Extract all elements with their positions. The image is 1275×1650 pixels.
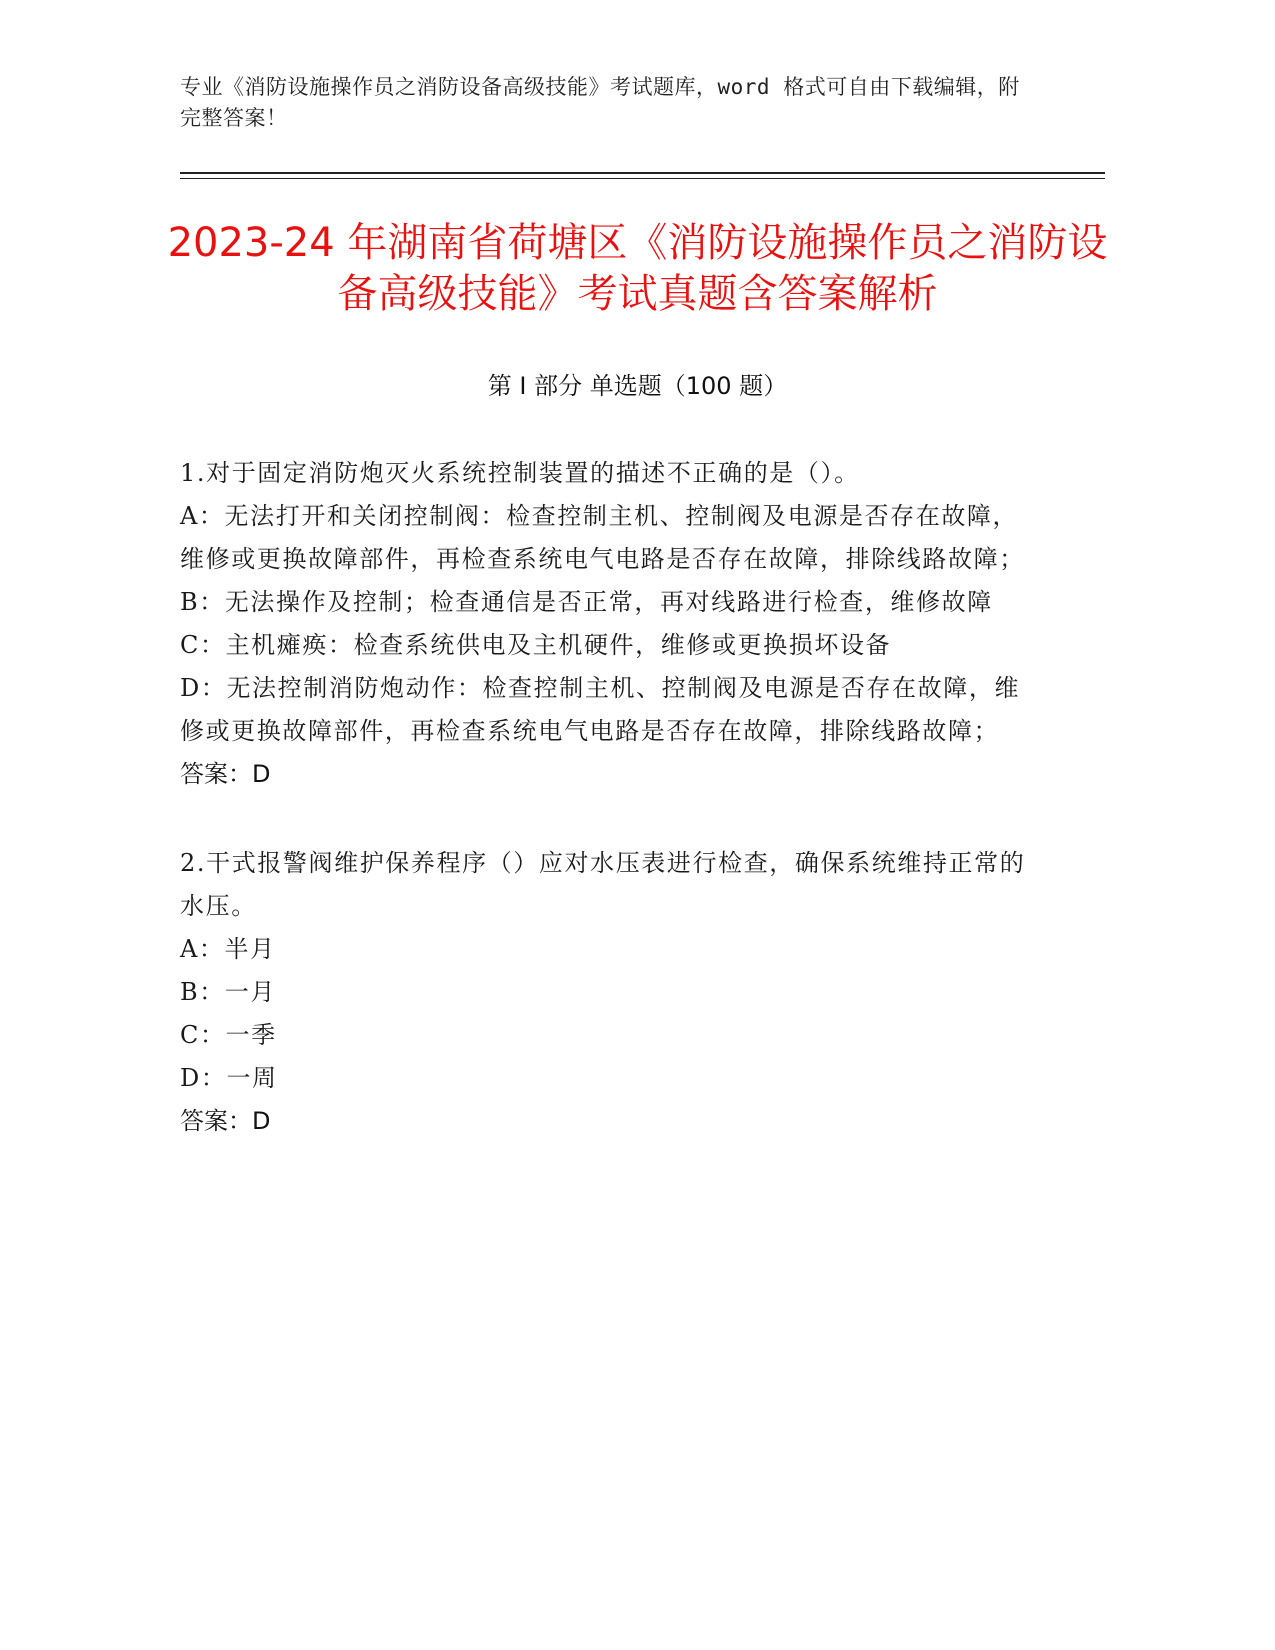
answer: 答案：D: [180, 1107, 271, 1135]
header-note: 专业《消防设施操作员之消防设备高级技能》考试题库，word 格式可自由下载编辑，附完整答案！: [180, 75, 1020, 130]
option-b: B：一月: [180, 978, 277, 1006]
header-divider-thick: [180, 172, 1105, 174]
option-a: A：无法打开和关闭控制阀：检查控制主机、控制阀及电源是否存在故障，维修或更换故障部件，再检查系统电气电路是否存在故障，排除线路故障；: [180, 502, 1025, 573]
question-stem: 1.对于固定消防炮灭火系统控制装置的描述不正确的是（）。: [180, 459, 860, 487]
question-2: [180, 842, 1030, 1143]
section-title: 第 I 部分 单选题（100 题）: [487, 372, 788, 400]
question-list: [180, 452, 1030, 1189]
option-c: C：一季: [180, 1021, 277, 1049]
question-stem: 2.干式报警阀维护保养程序（）应对水压表进行检查，确保系统维持正常的水压。: [180, 849, 1026, 920]
option-d: D：一周: [180, 1064, 278, 1092]
option-b: B：无法操作及控制；检查通信是否正常，再对线路进行检查，维修故障: [180, 588, 993, 616]
header-divider-thin: [180, 178, 1105, 179]
option-c: C：主机瘫痪：检查系统供电及主机硬件，维修或更换损坏设备: [180, 631, 892, 659]
option-a: A：半月: [180, 935, 276, 963]
question-1: [180, 452, 1030, 796]
answer: 答案：D: [180, 760, 271, 788]
option-d: D：无法控制消防炮动作：检查控制主机、控制阀及电源是否存在故障，维修或更换故障部件，再检查系统电气电路是否存在故障，排除线路故障；: [180, 674, 1021, 745]
document-title: 2023-24 年湖南省荷塘区《消防设施操作员之消防设备高级技能》考试真题含答案解析: [167, 220, 1108, 317]
